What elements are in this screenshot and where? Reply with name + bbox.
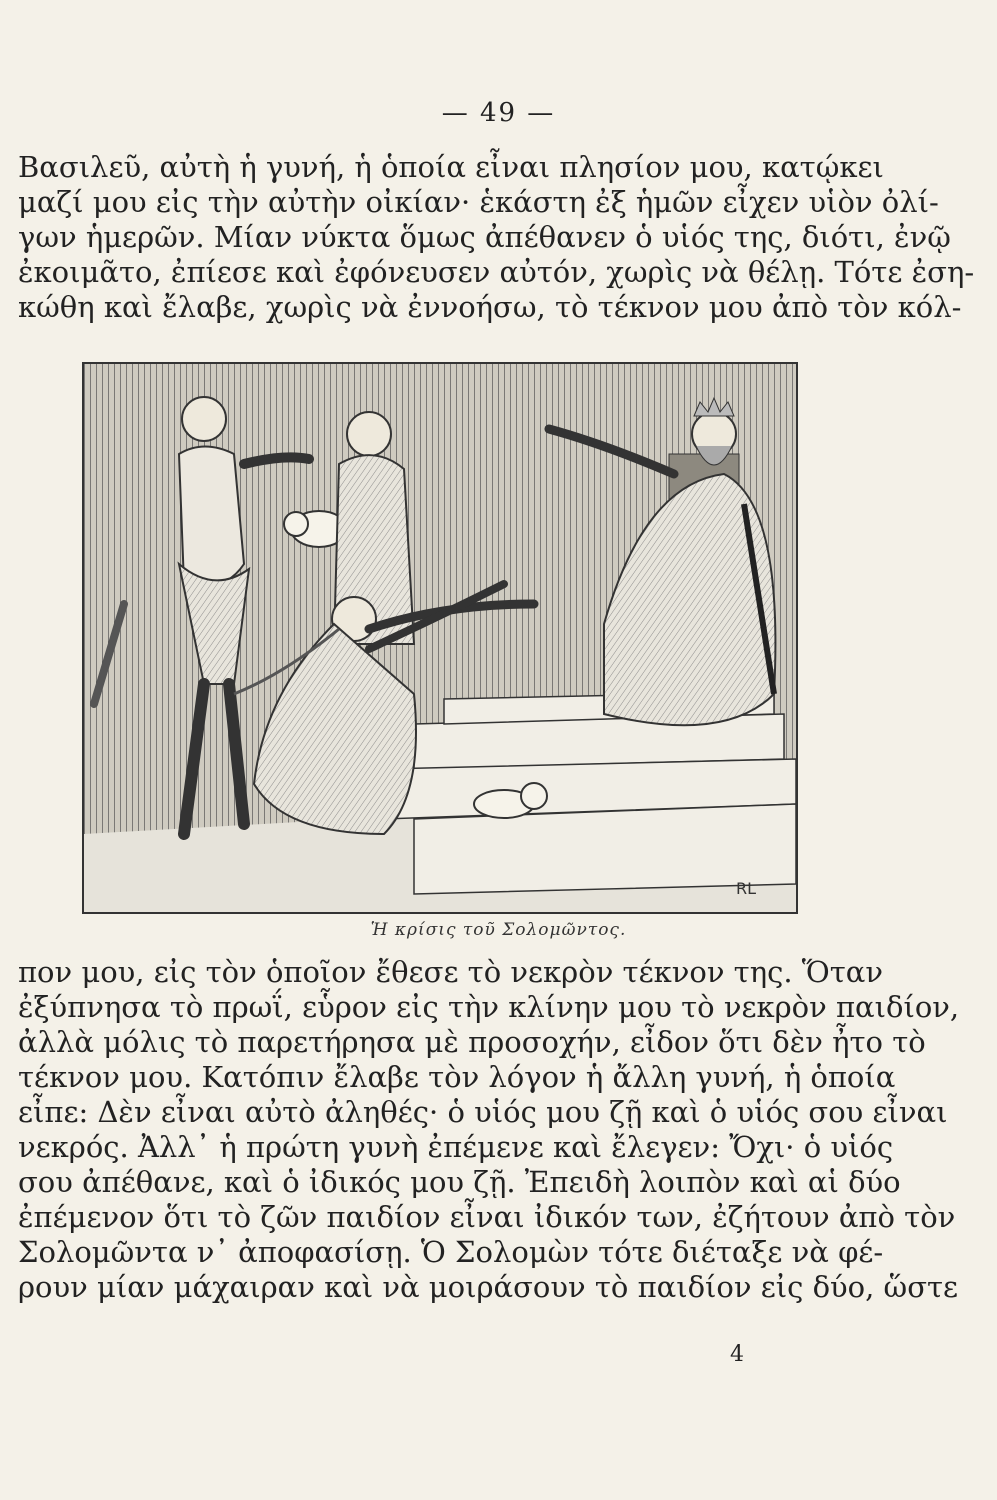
text-line: ρουν μίαν μάχαιραν καὶ νὰ μοιράσουν τὸ παιδίον εἰς δύο, ὥστε [18,1270,959,1304]
illustration-judgment-of-solomon [82,362,798,914]
text-line: πον μου, εἰς τὸν ὁποῖον ἔθεσε τὸ νεκρὸν τέκνον της. Ὅταν [18,955,883,989]
text-line: ἀλλὰ μόλις τὸ παρετήρησα μὲ προσοχήν, εἶδον ὅτι δὲν ἦτο τὸ [18,1025,926,1059]
text-line: εἶπε: Δὲν εἶναι αὐτὸ ἀληθές· ὁ υἱός μου ζῇ καὶ ὁ υἱός σου εἶναι [18,1095,948,1129]
page-number: — 49 — [441,98,556,128]
text-line: γων ἡμερῶν. Μίαν νύκτα ὅμως ἀπέθανεν ὁ υἱός της, διότι, ἐνῷ [18,220,951,254]
paragraph-bottom [18,955,960,1305]
text-line: ἐπέμενον ὅτι τὸ ζῶν παιδίον εἶναι ἰδικόν των, ἐζήτουν ἀπὸ τὸν [18,1200,956,1234]
text-line: ἐκοιμᾶτο, ἐπίεσε καὶ ἐφόνευσεν αὐτόν, χωρὶς νὰ θέλῃ. Τότε ἐση- [18,255,975,289]
paragraph-top [18,150,975,325]
text-line: Σολομῶντα ν᾽ ἀποφασίσῃ. Ὁ Σολομὼν τότε διέταξε νὰ φέ- [18,1235,884,1269]
printer-signature-mark: 4 [730,1342,744,1367]
text-line: κώθη καὶ ἔλαβε, χωρὶς νὰ ἐννοήσω, τὸ τέκνον μου ἀπὸ τὸν κόλ- [18,290,962,324]
artist-monogram: RL [735,879,756,898]
text-line: σου ἀπέθανε, καὶ ὁ ἰδικός μου ζῇ. Ἐπειδὴ λοιπὸν καὶ αἱ δύο [18,1165,901,1199]
text-line: τέκνον μου. Κατόπιν ἔλαβε τὸν λόγον ἡ ἄλλη γυνή, ἡ ὁποία [18,1060,896,1094]
text-line: Βασιλεῦ, αὐτὴ ἡ γυνή, ἡ ὁποία εἶναι πλησίον μου, κατῴκει [18,150,884,184]
throne-steps [384,692,796,894]
text-line: ἐξύπνησα τὸ πρωΐ, εὗρον εἰς τὴν κλίνην μου τὸ νεκρὸν παιδίον, [18,990,960,1024]
text-line: νεκρός. Ἀλλ᾽ ἡ πρώτη γυνὴ ἐπέμενε καὶ ἔλεγεν: Ὄχι· ὁ υἱός [18,1130,894,1164]
text-line: μαζί μου εἰς τὴν αὐτὴν οἰκίαν· ἑκάστη ἐξ ἡμῶν εἶχεν υἱὸν ὀλί- [18,185,939,219]
figure-caption: Ἡ κρίσις τοῦ Σολομῶντος. [370,920,627,940]
